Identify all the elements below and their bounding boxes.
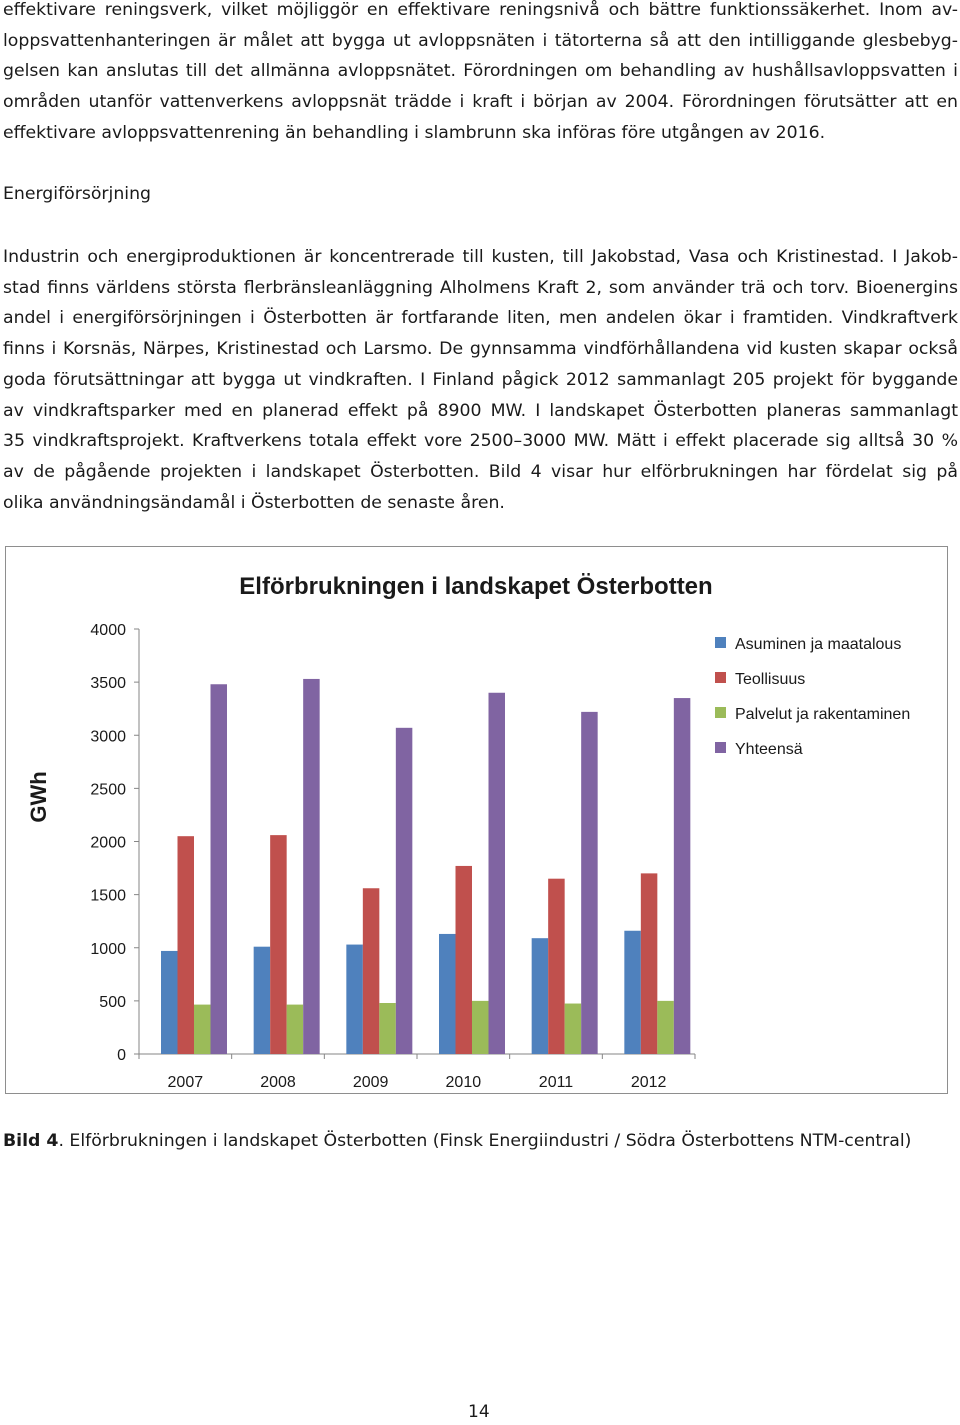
legend-label: Asuminen ja maatalous [735,636,902,653]
y-tick-label: 1000 [90,940,126,958]
text-line: 35 vindkraftsprojekt. Kraftverkens totala effekt vore 2500–3000 MW. Mätt i effekt placerade sig alltså 30 % [3,431,958,452]
text-line: finns i Korsnäs, Närpes, Kristinestad och Larsmo. De gynnsamma vindförhållandena vid kusten skapar också [3,339,958,360]
x-tick-label: 2010 [445,1074,482,1091]
page-number: 14 [468,1402,490,1422]
legend-label: Palvelut ja rakentaminen [735,706,911,723]
y-tick-label: 1500 [90,887,126,905]
bar-4-2011 [581,712,598,1054]
bar-2-2009 [363,888,380,1054]
bar-4-2009 [396,728,413,1054]
text-line: av de pågående projekten i landskapet Österbotten. Bild 4 visar hur elförbrukningen har fördelat sig på [3,461,958,482]
x-tick-label: 2011 [538,1074,574,1091]
electricity-consumption-chart [6,547,949,1095]
bar-1-2008 [254,947,271,1054]
bar-3-2012 [657,1001,674,1054]
bar-2-2010 [456,866,473,1054]
bar-4-2007 [211,684,228,1054]
x-tick-label: 2009 [352,1074,389,1091]
text-line: av vindkraftsparker med en planerad effekt på 8900 MW. I landskapet Österbotten planeras sammanlagt [3,400,958,421]
x-tick-label: 2007 [167,1074,204,1091]
x-tick-label: 2008 [260,1074,296,1091]
legend-label: Yhteensä [735,741,803,758]
text-line: områden utanför vattenverkens avloppsnät trädde i kraft i början av 2004. Förordningen förutsätter att en [3,92,958,113]
bar-2-2012 [641,873,658,1054]
caption-text: . Elförbrukningen i landskapet Österbotten (Finsk Energiindustri / Södra Österbottens NTM-central) [58,1131,912,1151]
bar-2-2007 [178,836,195,1054]
text-line: effektivare reningsverk, vilket möjliggör en effektivare reningsnivå och bättre funktionssäkerhet. Inom av- [3,0,958,20]
text-line: gelsen kan anslutas till det allmänna avloppsnätet. Förordningen om behandling av hushållsavloppsvatten i [3,61,958,82]
bar-3-2008 [287,1005,304,1054]
y-axis-label: GWh [26,771,51,823]
figure-caption [3,1126,911,1156]
paragraph-energy [3,242,958,518]
chart-title: Elförbrukningen i landskapet Österbotten [239,573,713,600]
text-line: loppsvattenhanteringen är målet att bygga ut avloppsnäten i tätorterna så att den intilliggande glesbebyg- [3,30,958,51]
y-tick-label: 2500 [90,781,126,799]
y-tick-label: 3000 [90,728,126,746]
legend-label: Teollisuus [735,671,806,688]
y-tick-label: 3500 [90,675,126,693]
bar-4-2010 [489,693,506,1054]
text-line: Industrin och energiproduktionen är koncentrerade till kusten, till Jakobstad, Vasa och Kristinestad. I Jakob- [3,247,958,267]
x-tick-label: 2012 [630,1074,667,1091]
chart-frame [5,546,948,1094]
bar-4-2012 [674,698,691,1054]
legend-swatch [715,707,726,718]
bar-3-2009 [379,1003,396,1054]
bar-1-2009 [346,945,363,1054]
text-line: andel i energiförsörjningen i Österbotten är fortfarande liten, men andelen ökar i framtiden. Vindkraftverk [3,308,958,329]
y-tick-label: 500 [99,993,126,1011]
text-line: goda förutsättningar att bygga ut vindkraften. I Finland pågick 2012 sammanlagt 205 projekt för byggande [3,369,958,390]
caption-label: Bild 4 [3,1131,59,1151]
bar-1-2011 [532,938,549,1054]
legend-swatch [715,637,726,648]
bar-4-2008 [303,679,320,1054]
y-tick-label: 2000 [90,834,126,852]
bar-3-2011 [565,1004,582,1054]
y-tick-label: 0 [117,1047,126,1064]
bar-2-2011 [548,879,565,1054]
bar-1-2012 [624,931,641,1054]
bar-3-2010 [472,1001,489,1054]
legend-swatch [715,672,726,683]
text-line: olika användningsändamål i Österbotten de senaste åren. [3,492,505,513]
bar-1-2007 [161,951,178,1054]
bar-3-2007 [194,1005,211,1054]
text-line: stad finns världens största flerbränsleanläggning Alholmens Kraft 2, som använder trä och torv. Bioenergins [3,277,958,298]
bar-1-2010 [439,934,456,1054]
bar-2-2008 [270,835,287,1054]
text-line: effektivare avloppsvattenrening än behandling i slambrunn ska införas före utgången av 2016. [3,122,826,143]
paragraph-wastewater [3,0,958,149]
legend-swatch [715,742,726,753]
section-heading: Energiförsörjning [3,184,151,204]
y-tick-label: 4000 [90,622,126,639]
